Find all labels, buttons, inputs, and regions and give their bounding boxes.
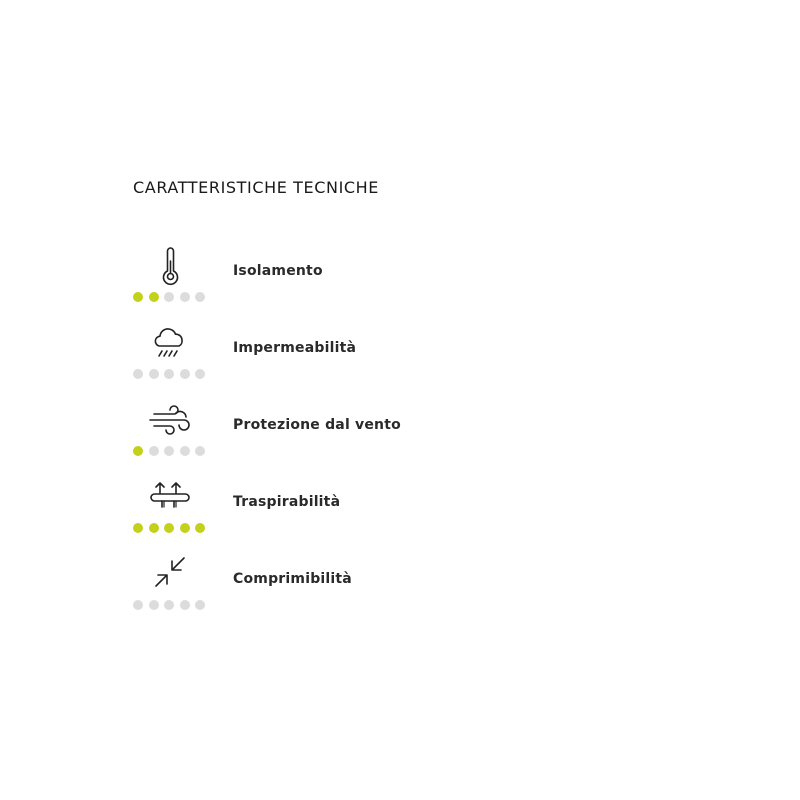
- rating-dot-empty: [133, 369, 143, 379]
- feature-label: Protezione dal vento: [233, 417, 401, 433]
- rating-dot-empty: [195, 369, 205, 379]
- rating-dot-filled: [149, 523, 159, 533]
- feature-label: Isolamento: [233, 263, 323, 279]
- feature-row-impermeabilita: [0, 324, 800, 394]
- rating-dot-filled: [149, 292, 159, 302]
- rating-dot-empty: [149, 369, 159, 379]
- feature-label: Traspirabilità: [233, 494, 341, 510]
- rating-dot-empty: [180, 446, 190, 456]
- rating-dot-filled: [133, 523, 143, 533]
- breathability-icon: [146, 478, 194, 518]
- rating-dot-empty: [195, 292, 205, 302]
- feature-row-isolamento: [0, 247, 800, 317]
- rating-dot-empty: [195, 446, 205, 456]
- compress-arrows-icon: [146, 555, 194, 595]
- rating-dots: [133, 599, 211, 611]
- rating-dot-empty: [149, 600, 159, 610]
- feature-row-comprimibilita: [0, 555, 800, 625]
- rating-dots: [133, 445, 211, 457]
- section-title: CARATTERISTICHE TECNICHE: [133, 178, 380, 197]
- rating-dots: [133, 291, 211, 303]
- rating-dot-empty: [164, 600, 174, 610]
- rating-dot-filled: [164, 523, 174, 533]
- rating-dot-filled: [133, 292, 143, 302]
- rating-dots: [133, 368, 211, 380]
- rating-dot-filled: [133, 446, 143, 456]
- rating-dot-empty: [164, 446, 174, 456]
- feature-label: Impermeabilità: [233, 340, 357, 356]
- rating-dots: [133, 522, 211, 534]
- feature-row-protezione-vento: [0, 401, 800, 471]
- rating-dot-empty: [180, 292, 190, 302]
- rating-dot-filled: [180, 523, 190, 533]
- rating-dot-empty: [164, 369, 174, 379]
- rating-dot-empty: [133, 600, 143, 610]
- rain-cloud-icon: [146, 324, 194, 364]
- rating-dot-empty: [195, 600, 205, 610]
- rating-dot-empty: [180, 600, 190, 610]
- wind-icon: [146, 401, 194, 441]
- rating-dot-filled: [195, 523, 205, 533]
- rating-dot-empty: [149, 446, 159, 456]
- rating-dot-empty: [180, 369, 190, 379]
- rating-dot-empty: [164, 292, 174, 302]
- thermometer-icon: [146, 247, 194, 287]
- feature-label: Comprimibilità: [233, 571, 352, 587]
- feature-row-traspirabilita: [0, 478, 800, 548]
